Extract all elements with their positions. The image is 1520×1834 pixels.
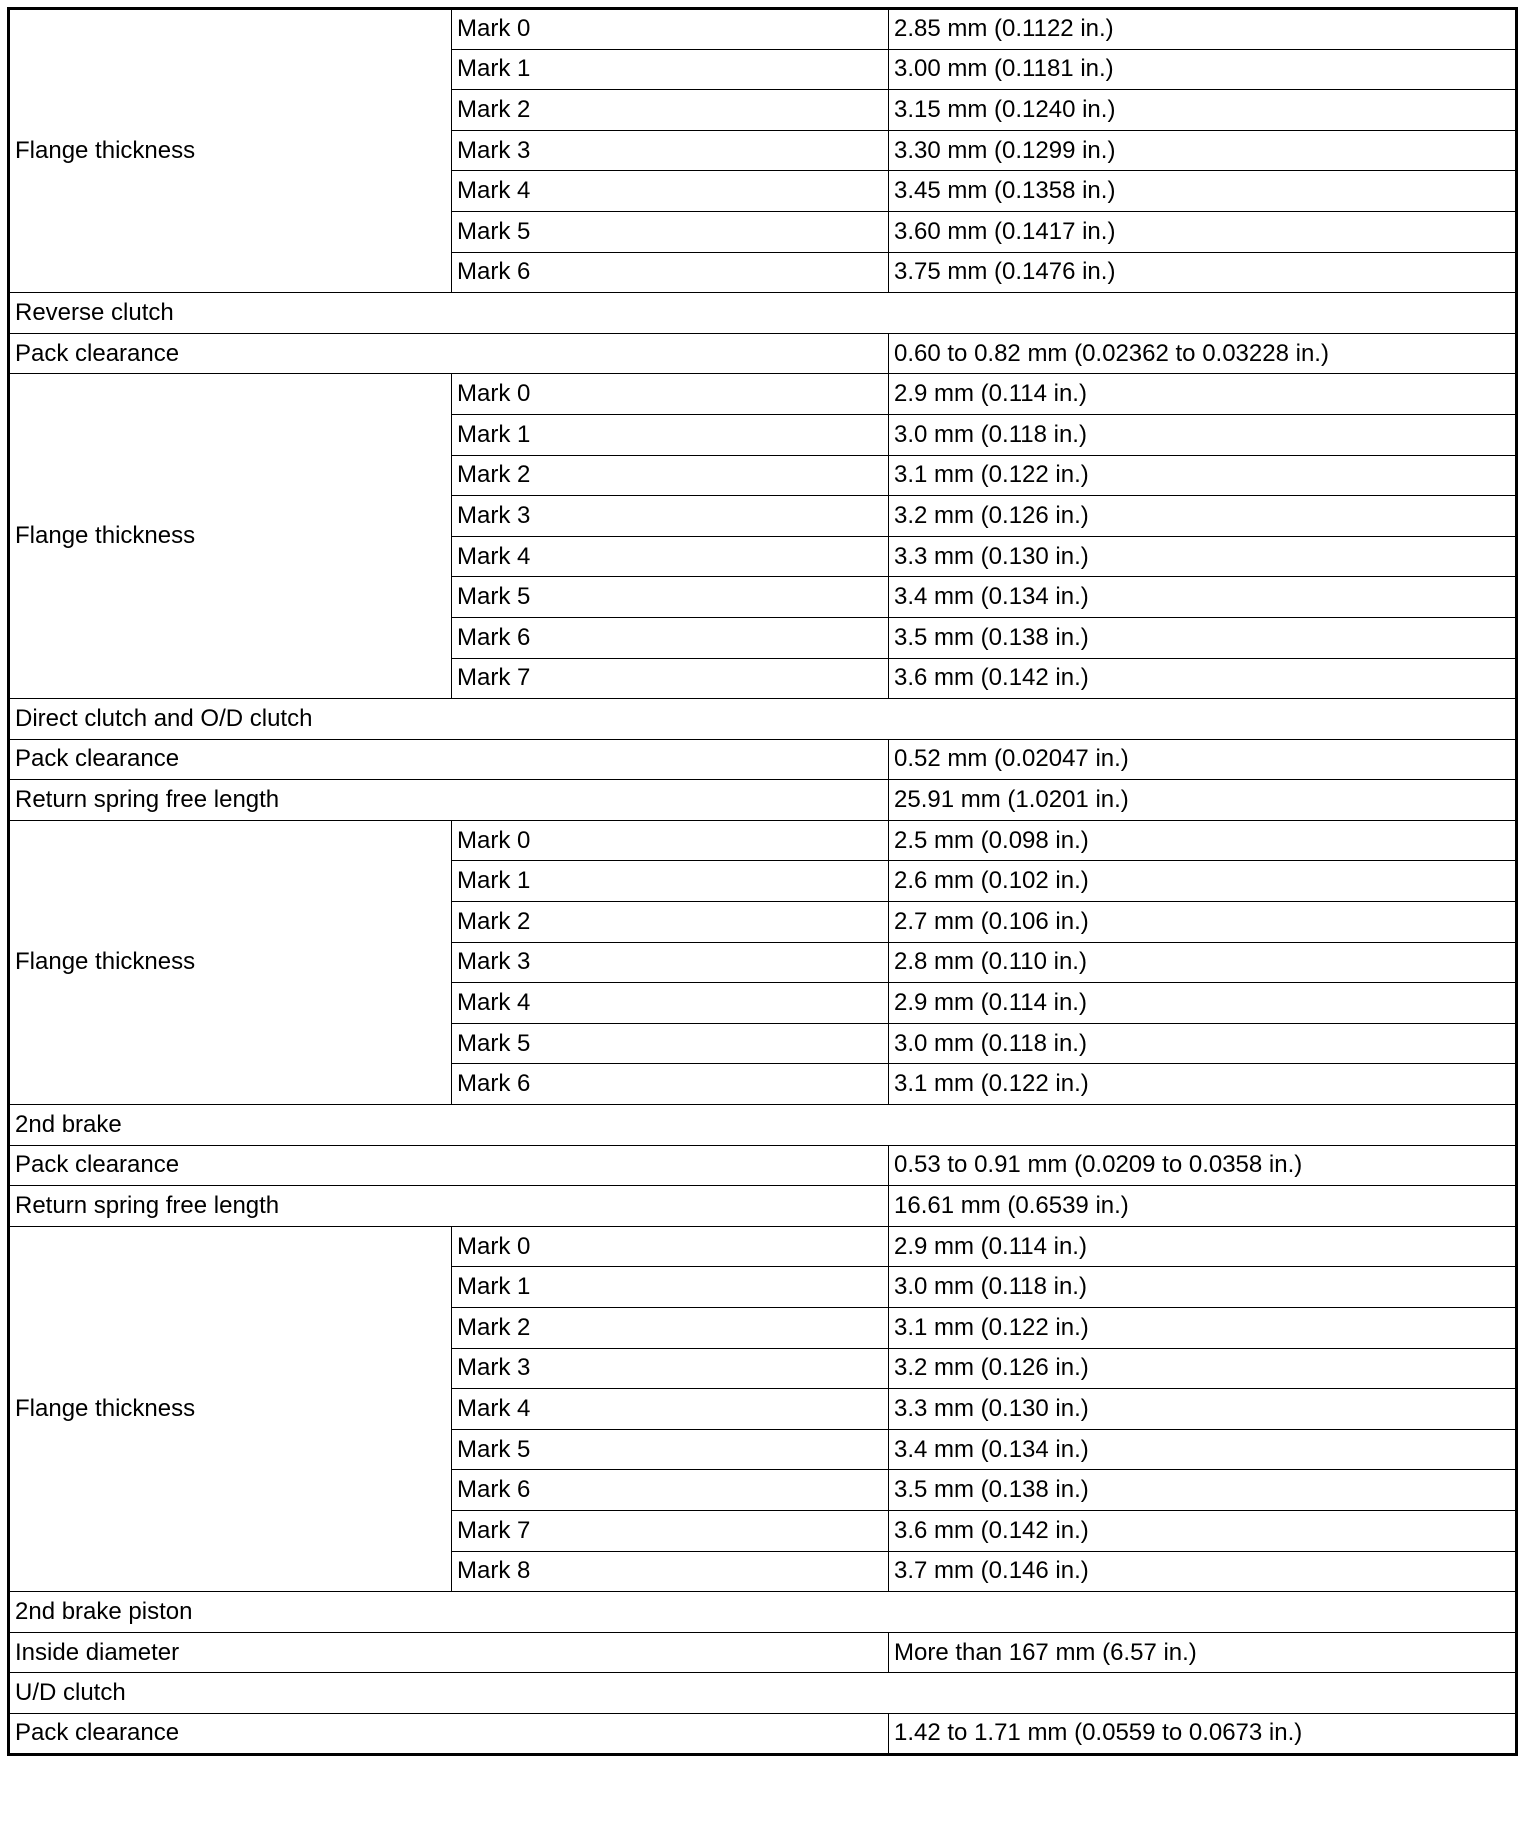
flange-mark-value: 3.5 mm (0.138 in.) [889,617,1517,658]
param-label: Pack clearance [9,739,889,780]
section-header-row [9,1592,1517,1633]
section-header-row [9,1673,1517,1714]
flange-mark: Mark 0 [452,820,889,861]
flange-mark-value: 3.4 mm (0.134 in.) [889,577,1517,618]
param-value: More than 167 mm (6.57 in.) [889,1632,1517,1673]
param-value: 1.42 to 1.71 mm (0.0559 to 0.0673 in.) [889,1713,1517,1754]
flange-mark: Mark 1 [452,49,889,90]
flange-thickness-label: Flange thickness [9,374,452,699]
flange-mark-value: 3.4 mm (0.134 in.) [889,1429,1517,1470]
flange-mark-value: 3.1 mm (0.122 in.) [889,455,1517,496]
flange-mark: Mark 4 [452,171,889,212]
flange-mark-value: 3.3 mm (0.130 in.) [889,536,1517,577]
param-label: Return spring free length [9,780,889,821]
flange-mark: Mark 7 [452,658,889,699]
flange-mark-row [9,9,1517,50]
flange-mark: Mark 4 [452,1389,889,1430]
param-label: Pack clearance [9,333,889,374]
flange-mark-value: 3.0 mm (0.118 in.) [889,414,1517,455]
flange-mark-value: 2.8 mm (0.110 in.) [889,942,1517,983]
param-label: Return spring free length [9,1186,889,1227]
param-label: Inside diameter [9,1632,889,1673]
flange-mark-row [9,820,1517,861]
flange-mark: Mark 0 [452,1226,889,1267]
param-value: 0.52 mm (0.02047 in.) [889,739,1517,780]
param-row [9,739,1517,780]
flange-mark-row [9,374,1517,415]
flange-mark-value: 3.0 mm (0.118 in.) [889,1023,1517,1064]
spec-table [7,7,1518,1756]
flange-mark-value: 3.15 mm (0.1240 in.) [889,90,1517,131]
flange-thickness-label: Flange thickness [9,9,452,293]
flange-mark: Mark 7 [452,1510,889,1551]
flange-mark-value: 3.00 mm (0.1181 in.) [889,49,1517,90]
flange-mark-value: 3.2 mm (0.126 in.) [889,496,1517,537]
flange-mark-value: 2.6 mm (0.102 in.) [889,861,1517,902]
flange-mark-value: 3.60 mm (0.1417 in.) [889,211,1517,252]
flange-mark-value: 3.3 mm (0.130 in.) [889,1389,1517,1430]
flange-mark: Mark 2 [452,902,889,943]
flange-mark: Mark 6 [452,1470,889,1511]
flange-mark: Mark 4 [452,983,889,1024]
section-title: U/D clutch [9,1673,1517,1714]
flange-mark-value: 3.2 mm (0.126 in.) [889,1348,1517,1389]
flange-mark-value: 2.9 mm (0.114 in.) [889,983,1517,1024]
flange-mark-value: 3.0 mm (0.118 in.) [889,1267,1517,1308]
flange-mark: Mark 1 [452,861,889,902]
flange-mark: Mark 1 [452,1267,889,1308]
param-value: 16.61 mm (0.6539 in.) [889,1186,1517,1227]
flange-mark-value: 3.6 mm (0.142 in.) [889,658,1517,699]
flange-mark: Mark 2 [452,455,889,496]
flange-mark-value: 3.1 mm (0.122 in.) [889,1308,1517,1349]
flange-mark: Mark 3 [452,496,889,537]
flange-mark-row [9,1226,1517,1267]
section-title: Reverse clutch [9,293,1517,334]
flange-mark-value: 2.5 mm (0.098 in.) [889,820,1517,861]
flange-mark-value: 3.6 mm (0.142 in.) [889,1510,1517,1551]
flange-thickness-label: Flange thickness [9,820,452,1104]
param-row [9,1186,1517,1227]
param-label: Pack clearance [9,1713,889,1754]
param-row [9,333,1517,374]
param-value: 0.53 to 0.91 mm (0.0209 to 0.0358 in.) [889,1145,1517,1186]
flange-mark: Mark 2 [452,90,889,131]
flange-mark: Mark 1 [452,414,889,455]
flange-mark: Mark 5 [452,211,889,252]
flange-mark: Mark 5 [452,577,889,618]
flange-mark-value: 2.85 mm (0.1122 in.) [889,9,1517,50]
flange-mark: Mark 4 [452,536,889,577]
section-title: 2nd brake [9,1105,1517,1146]
param-row [9,780,1517,821]
flange-mark: Mark 5 [452,1429,889,1470]
param-row [9,1713,1517,1754]
flange-mark-value: 3.5 mm (0.138 in.) [889,1470,1517,1511]
section-title: 2nd brake piston [9,1592,1517,1633]
flange-mark: Mark 8 [452,1551,889,1592]
flange-mark-value: 2.9 mm (0.114 in.) [889,374,1517,415]
section-header-row [9,293,1517,334]
section-title: Direct clutch and O/D clutch [9,699,1517,740]
flange-mark: Mark 3 [452,130,889,171]
flange-mark: Mark 0 [452,9,889,50]
flange-mark-value: 3.30 mm (0.1299 in.) [889,130,1517,171]
flange-mark: Mark 2 [452,1308,889,1349]
param-row [9,1145,1517,1186]
flange-mark-value: 2.7 mm (0.106 in.) [889,902,1517,943]
param-value: 25.91 mm (1.0201 in.) [889,780,1517,821]
section-header-row [9,1105,1517,1146]
flange-mark: Mark 6 [452,617,889,658]
flange-mark: Mark 3 [452,1348,889,1389]
spec-table-body [9,9,1517,1755]
param-row [9,1632,1517,1673]
flange-mark: Mark 6 [452,1064,889,1105]
section-header-row [9,699,1517,740]
flange-mark-value: 3.45 mm (0.1358 in.) [889,171,1517,212]
flange-thickness-label: Flange thickness [9,1226,452,1591]
flange-mark-value: 3.7 mm (0.146 in.) [889,1551,1517,1592]
param-value: 0.60 to 0.82 mm (0.02362 to 0.03228 in.) [889,333,1517,374]
flange-mark: Mark 6 [452,252,889,293]
flange-mark: Mark 3 [452,942,889,983]
flange-mark: Mark 5 [452,1023,889,1064]
flange-mark-value: 2.9 mm (0.114 in.) [889,1226,1517,1267]
flange-mark: Mark 0 [452,374,889,415]
param-label: Pack clearance [9,1145,889,1186]
flange-mark-value: 3.75 mm (0.1476 in.) [889,252,1517,293]
flange-mark-value: 3.1 mm (0.122 in.) [889,1064,1517,1105]
